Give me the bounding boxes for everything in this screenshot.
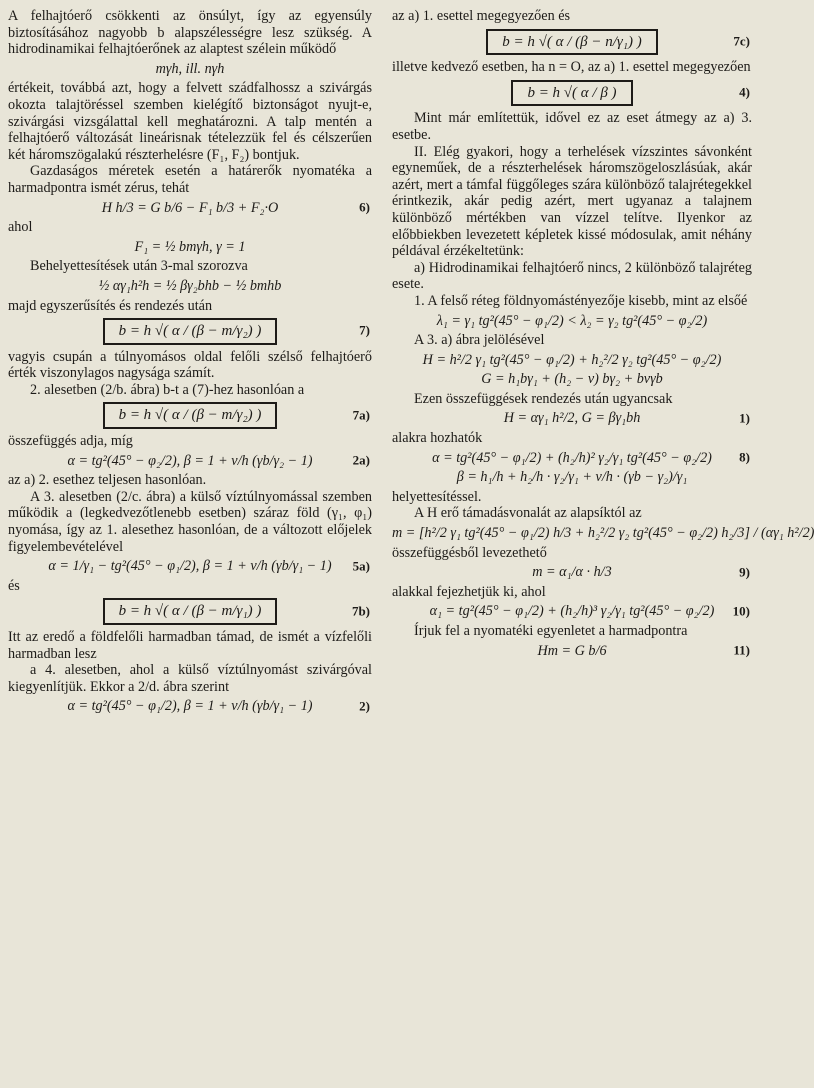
- boxed-formula: b = h √( α / (β − m/γ₂) ): [103, 402, 278, 429]
- paragraph: Itt az eredő a földfelőli harmadban támad, de ismét a vízfelőli harmadban lesz: [8, 629, 372, 662]
- equation: [8, 239, 372, 256]
- equation-text: H = h²/2 γ₁ tg²(45° − φ₁/2) + h₂²/2 γ₂ tg²(45° − φ₂/2): [422, 351, 722, 368]
- equation-number: 1): [739, 410, 750, 426]
- equation-number: 5a): [352, 558, 370, 574]
- equation: [8, 61, 372, 78]
- equation: [392, 450, 752, 467]
- equation: [392, 313, 752, 330]
- equation-text: α₁ = tg²(45° − φ₁/2) + (h₂/h)³ γ₂/γ₁ tg²(45° − φ₂/2): [429, 603, 715, 620]
- paragraph: ahol: [8, 219, 33, 236]
- equation-text: mγh, ill. nγh: [155, 60, 225, 77]
- paragraph: összefüggésből levezethető: [392, 544, 547, 561]
- equation-text: F₁ = ½ bmγh, γ = 1: [134, 238, 246, 255]
- equation-text: G = h₁bγ₁ + (h₂ − v) bγ₂ + bvγb: [481, 371, 663, 388]
- paragraph: 2. alesetben (2/b. ábra) b-t a (7)-hez hasonlóan a: [30, 381, 305, 398]
- paragraph: alakra hozhatók: [392, 430, 483, 447]
- right-column: [392, 8, 814, 662]
- paragraph: 1. A felső réteg földnyomástényezője kisebb, mint az elsőé: [414, 292, 748, 309]
- paragraph: A felhajtóerő csökkenti az önsúlyt, így az egyensúly biztosításához nagyobb b alapszélességre lesz szükség. A hidrodinamikai felhajtóerőnek az alaptest szélein működő: [8, 8, 372, 58]
- equation-text: α = tg²(45° − φ₂/2), β = 1 + v/h (γb/γ₂ − 1): [67, 452, 313, 469]
- equation-number: 10): [732, 603, 750, 619]
- equation: [8, 698, 372, 715]
- boxed-equation: [392, 29, 752, 56]
- equation: [392, 352, 752, 369]
- equation-number: 2a): [352, 452, 370, 468]
- equation-number: 7c): [733, 33, 750, 49]
- equation: [392, 643, 752, 660]
- paragraph: Gazdaságos méretek esetén a határerők nyomatéka a harmadpontra ismét zérus, tehát: [8, 163, 372, 196]
- equation: [392, 525, 814, 542]
- paragraph: A 3. alesetben (2/c. ábra) a külső víztúlnyomással szemben működik a (legkedvezőtlenebb esetben) száraz föld (γ₁, φ₁) nyomása, így az 1. alesethez hasonlóan, de a változott előjelek figyelembevételével: [8, 488, 372, 555]
- paragraph: helyettesítéssel.: [392, 488, 482, 505]
- boxed-formula: b = h √( α / β ): [511, 80, 632, 107]
- equation: [392, 371, 752, 388]
- equation-text: β = h₁/h + h₂/h · γ₂/γ₁ + v/h · (γb − γ₂)/γ₁: [456, 469, 688, 486]
- paragraph: Mint már említettük, idővel ez az eset átmegy az a) 3. esetbe.: [392, 110, 752, 143]
- boxed-equation: [8, 598, 372, 625]
- equation-number: 6): [359, 199, 370, 215]
- equation-number: 9): [739, 564, 750, 580]
- paragraph: Írjuk fel a nyomatéki egyenletet a harmadpontra: [414, 623, 688, 639]
- boxed-equation: [8, 318, 372, 345]
- equation: [8, 278, 372, 295]
- paragraph: a) Hidrodinamikai felhajtóerő nincs, 2 különböző talajréteg esete.: [392, 259, 752, 293]
- paragraph: összefüggés adja, míg: [8, 433, 133, 450]
- equation: [392, 410, 752, 427]
- equation-number: 7): [359, 323, 370, 339]
- paragraph: Behelyettesítések után 3-mal szorozva: [30, 258, 248, 275]
- equation: [392, 603, 752, 620]
- boxed-equation: [392, 80, 752, 107]
- equation-text: m = [h²/2 γ₁ tg²(45° − φ₁/2) h/3 + h₂²/2 γ₂ tg²(45° − φ₂/2) h₂/3] / (αγ₁ h²/2): [392, 525, 814, 542]
- paragraph: az a) 1. esettel megegyezően és: [392, 8, 571, 24]
- equation-number: 2): [359, 698, 370, 714]
- paragraph: A 3. a) ábra jelölésével: [414, 332, 545, 349]
- paragraph: és: [8, 577, 20, 594]
- equation-text: H h/3 = G b/6 − F₁ b/3 + F₂·O: [101, 199, 279, 216]
- equation-number: 7b): [351, 603, 370, 619]
- equation-number: 8): [739, 449, 750, 465]
- equation-number: 7a): [352, 407, 370, 423]
- paragraph: az a) 2. esethez teljesen hasonlóan.: [8, 472, 207, 489]
- equation-number: 11): [733, 642, 750, 658]
- paragraph: II. Elég gyakori, hogy a terhelések vízszintes sávonként egyneműek, de a részterhelések háromszögeloszlásúak, akár azért, mert a támfal függőleges szára különböző talajrétegekkel érintkezik, akár pedig azért, mert ugyanaz a talajnem különböző mértékben van vízzel telítve. Ilyenkor az előbbiekben levezetett képletek kissé módosulak, amit néhány példával érzékeltetünk:: [392, 143, 752, 260]
- equation: [8, 200, 372, 217]
- boxed-equation: [8, 402, 372, 429]
- equation-text: ½ αγ₁h²h = ½ βγ₂bhb − ½ bmhb: [98, 277, 282, 294]
- paragraph: a 4. alesetben, ahol a külső víztúlnyomást szivárgóval kiegyenlítjük. Ekkor a 2/d. ábra szerint: [8, 662, 372, 695]
- paragraph: értékeit, továbbá azt, hogy a felvett szádfalhossz a szivárgás okozta talajtöréssel szemben kielégítő biztonságot nyujt-e, szivárgási vizsgálattal kell meghatározni. A talp mentén a felhajtóerő változását lineárisnak tételezzük fel és célszerűen két háromszögalakú részterhelésre (F₁, F₂) bontjuk.: [8, 80, 372, 163]
- equation-text: α = tg²(45° − φ₁/2) + (h₂/h)² γ₂/γ₁ tg²(45° − φ₂/2): [432, 449, 712, 466]
- paragraph: vagyis csupán a túlnyomásos oldal felőli szélső felhajtóerő érték viszonylagos nagysága számít.: [8, 348, 372, 382]
- equation-text: H = αγ₁ h²/2, G = βγ₁bh: [503, 410, 641, 427]
- equation-number: 4): [739, 84, 750, 100]
- equation: [392, 469, 752, 486]
- paragraph: alakkal fejezhetjük ki, ahol: [392, 583, 546, 600]
- paragraph: illetve kedvező esetben, ha n = O, az a) 1. esettel megegyezően: [392, 59, 751, 76]
- equation: [8, 558, 372, 575]
- equation-text: m = α₁/α · h/3: [532, 564, 612, 581]
- equation: [8, 453, 372, 470]
- equation-text: λ₁ = γ₁ tg²(45° − φ₁/2) < λ₂ = γ₂ tg²(45° − φ₂/2): [436, 312, 708, 329]
- boxed-formula: b = h √( α / (β − n/γ₁) ): [486, 29, 658, 56]
- paragraph: majd egyszerűsítés és rendezés után: [8, 297, 213, 314]
- boxed-formula: b = h √( α / (β − m/γ₂) ): [103, 318, 278, 345]
- left-column: [8, 8, 372, 718]
- equation-text: α = tg²(45° − φ₁/2), β = 1 + v/h (γb/γ₁ − 1): [67, 698, 313, 715]
- equation: [392, 564, 752, 581]
- equation-text: Hm = G b/6: [537, 642, 607, 659]
- paragraph: Ezen összefüggések rendezés után ugyancsak: [414, 390, 673, 407]
- boxed-formula: b = h √( α / (β − m/γ₁) ): [103, 598, 278, 625]
- paragraph: A H erő támadásvonalát az alapsíktól az: [414, 505, 642, 522]
- equation-text: α = 1/γ₁ − tg²(45° − φ₁/2), β = 1 + v/h (γb/γ₁ − 1): [48, 558, 332, 575]
